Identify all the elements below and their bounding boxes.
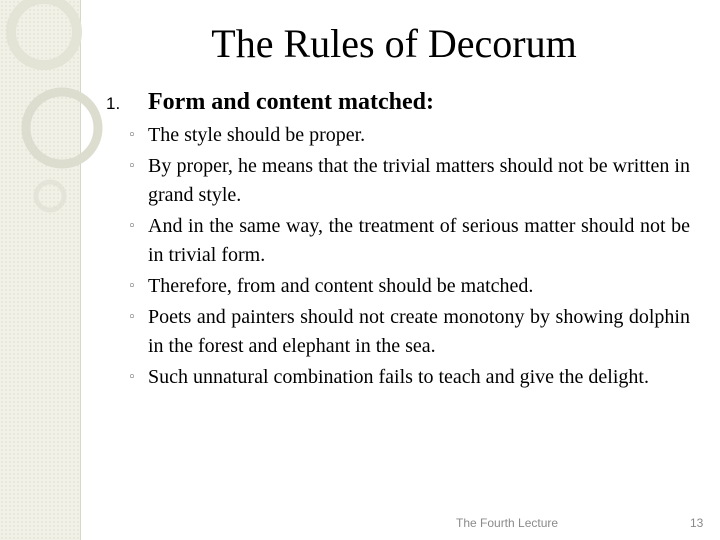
bullet-item xyxy=(128,212,690,270)
bullet-marker-icon: ◦ xyxy=(128,159,136,174)
bullet-item xyxy=(128,272,690,301)
bullet-item xyxy=(128,303,690,361)
heading-number: 1. xyxy=(106,94,121,113)
numbered-heading xyxy=(106,86,434,120)
bullet-text: And in the same way, the treatment of serious matter should not be in trivial form. xyxy=(148,215,690,266)
bullet-marker-icon: ◦ xyxy=(128,370,136,385)
decorative-ring-small xyxy=(36,182,64,210)
bullet-marker-icon: ◦ xyxy=(128,219,136,234)
bullet-marker-icon: ◦ xyxy=(128,310,136,325)
slide-number: 13 xyxy=(690,516,704,530)
bullet-text: Poets and painters should not create monotony by showing dolphin in the forest and elephant in the sea. xyxy=(148,306,690,357)
slide-title: The Rules of Decorum xyxy=(211,21,577,66)
bullet-marker-icon: ◦ xyxy=(128,128,136,143)
bullet-text: Therefore, from and content should be matched. xyxy=(148,275,534,297)
bullet-item xyxy=(128,121,690,150)
bullet-text: Such unnatural combination fails to teach and give the delight. xyxy=(148,366,649,388)
bullet-text: By proper, he means that the trivial matters should not be written in grand style. xyxy=(148,155,690,206)
decorative-ring-medium xyxy=(26,92,98,164)
bullet-marker-icon: ◦ xyxy=(128,279,136,294)
bullet-text: The style should be proper. xyxy=(148,124,366,146)
bullet-item xyxy=(128,363,690,392)
bullet-item xyxy=(128,152,690,210)
slide-footer: The Fourth Lecture xyxy=(456,516,559,530)
heading-text: Form and content matched: xyxy=(148,89,434,115)
bullet-list xyxy=(128,121,690,394)
